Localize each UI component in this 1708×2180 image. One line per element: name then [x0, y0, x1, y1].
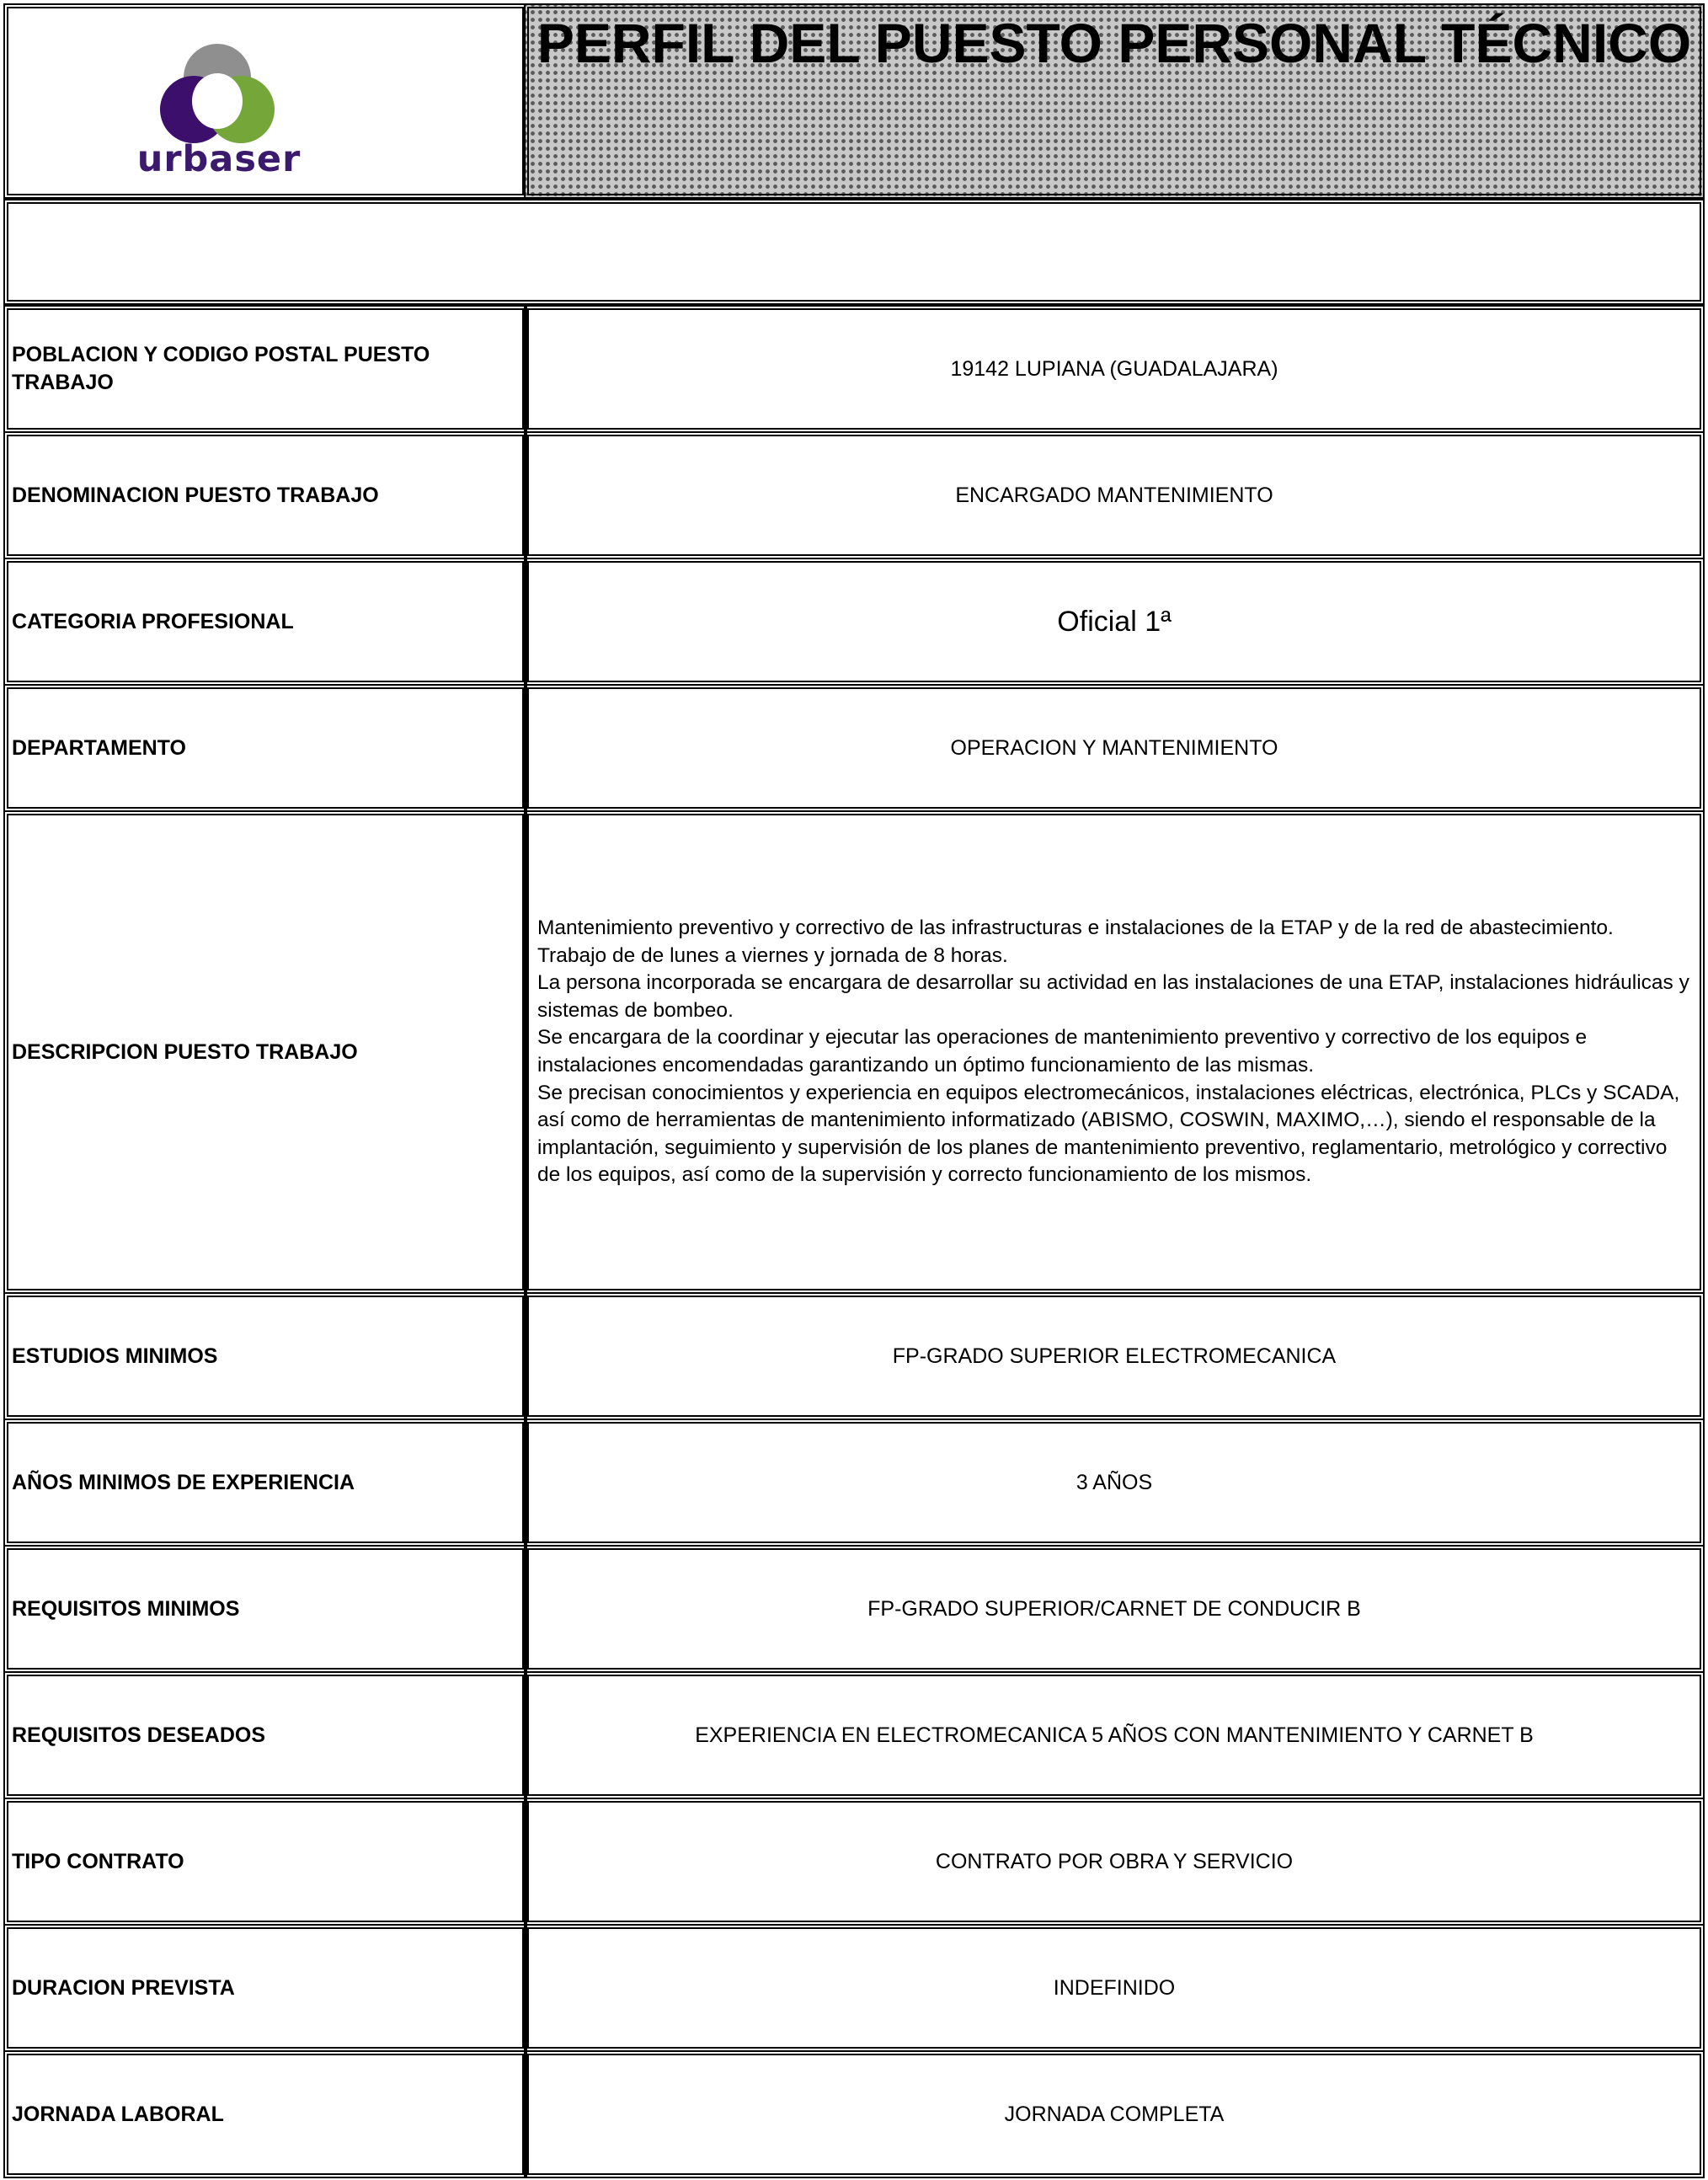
label-jornada: JORNADA LABORAL [3, 2050, 527, 2178]
logo-cell [3, 3, 527, 199]
value-duracion: INDEFINIDO [524, 1924, 1705, 2052]
value-tipo-contrato: CONTRATO POR OBRA Y SERVICIO [524, 1798, 1705, 1926]
logo-circles-icon [126, 35, 312, 145]
page-title: PERFIL DEL PUESTO PERSONAL TÉCNICO [536, 12, 1692, 74]
value-descripcion-cell [524, 810, 1705, 1294]
label-descripcion: DESCRIPCION PUESTO TRABAJO [3, 810, 527, 1294]
value-categoria: Oficial 1ª [524, 558, 1705, 686]
value-jornada: JORNADA COMPLETA [524, 2050, 1705, 2178]
label-poblacion: POBLACION Y CODIGO POSTAL PUESTO TRABAJO [3, 305, 527, 433]
label-estudios: ESTUDIOS MINIMOS [3, 1292, 527, 1420]
value-denominacion: ENCARGADO MANTENIMIENTO [524, 431, 1705, 559]
label-tipo-contrato: TIPO CONTRATO [3, 1798, 527, 1926]
label-requisitos-deseados: REQUISITOS DESEADOS [3, 1671, 527, 1799]
value-descripcion: Mantenimiento preventivo y correctivo de las infrastructuras e instalaciones de la ETAP y de la red de abastecimiento. Trabajo de de lunes a viernes y jornada de 8 horas. La persona incorporada se encargara de desarrollar su actividad en las instalaciones de una ETAP, instalaciones hidráulicas y sistemas de bombeo. Se encargara de la coordinar y ejecutar las operaciones de mantenimiento preventivo y correctivo de los equipos e instalaciones encomendadas garantizando un óptimo funcionamiento de las mismas. Se precisan conocimientos y experiencia en equipos electromecánicos, instalaciones eléctricas, electrónica, PLCs y SCADA, así como de herramientas de mantenimiento informatizado (ABISMO, COSWIN, MAXIMO,…), siendo el responsable de la implantación, seguimiento y supervisión de los planes de mantenimiento preventivo, reglamentario, metrológico y correctivo de los equipos, así como de la supervisión y correcto funcionamiento de los mismos. [537, 916, 1689, 1187]
value-estudios: FP-GRADO SUPERIOR ELECTROMECANICA [524, 1292, 1705, 1420]
label-experiencia: AÑOS MINIMOS DE EXPERIENCIA [3, 1419, 527, 1547]
logo-wordmark: urbaser [136, 138, 302, 180]
blank-row [3, 199, 1705, 305]
label-duracion: DURACION PREVISTA [3, 1924, 527, 2052]
value-requisitos-deseados: EXPERIENCIA EN ELECTROMECANICA 5 AÑOS CON MANTENIMIENTO Y CARNET B [524, 1671, 1705, 1799]
value-poblacion: 19142 LUPIANA (GUADALAJARA) [524, 305, 1705, 433]
urbaser-logo [126, 35, 312, 183]
value-experiencia: 3 AÑOS [524, 1419, 1705, 1547]
value-departamento: OPERACION Y MANTENIMIENTO [524, 684, 1705, 812]
value-requisitos-minimos: FP-GRADO SUPERIOR/CARNET DE CONDUCIR B [524, 1545, 1705, 1673]
label-departamento: DEPARTAMENTO [3, 684, 527, 812]
label-denominacion: DENOMINACION PUESTO TRABAJO [3, 431, 527, 559]
title-cell [524, 3, 1705, 199]
label-requisitos-minimos: REQUISITOS MINIMOS [3, 1545, 527, 1673]
label-categoria: CATEGORIA PROFESIONAL [3, 558, 527, 686]
